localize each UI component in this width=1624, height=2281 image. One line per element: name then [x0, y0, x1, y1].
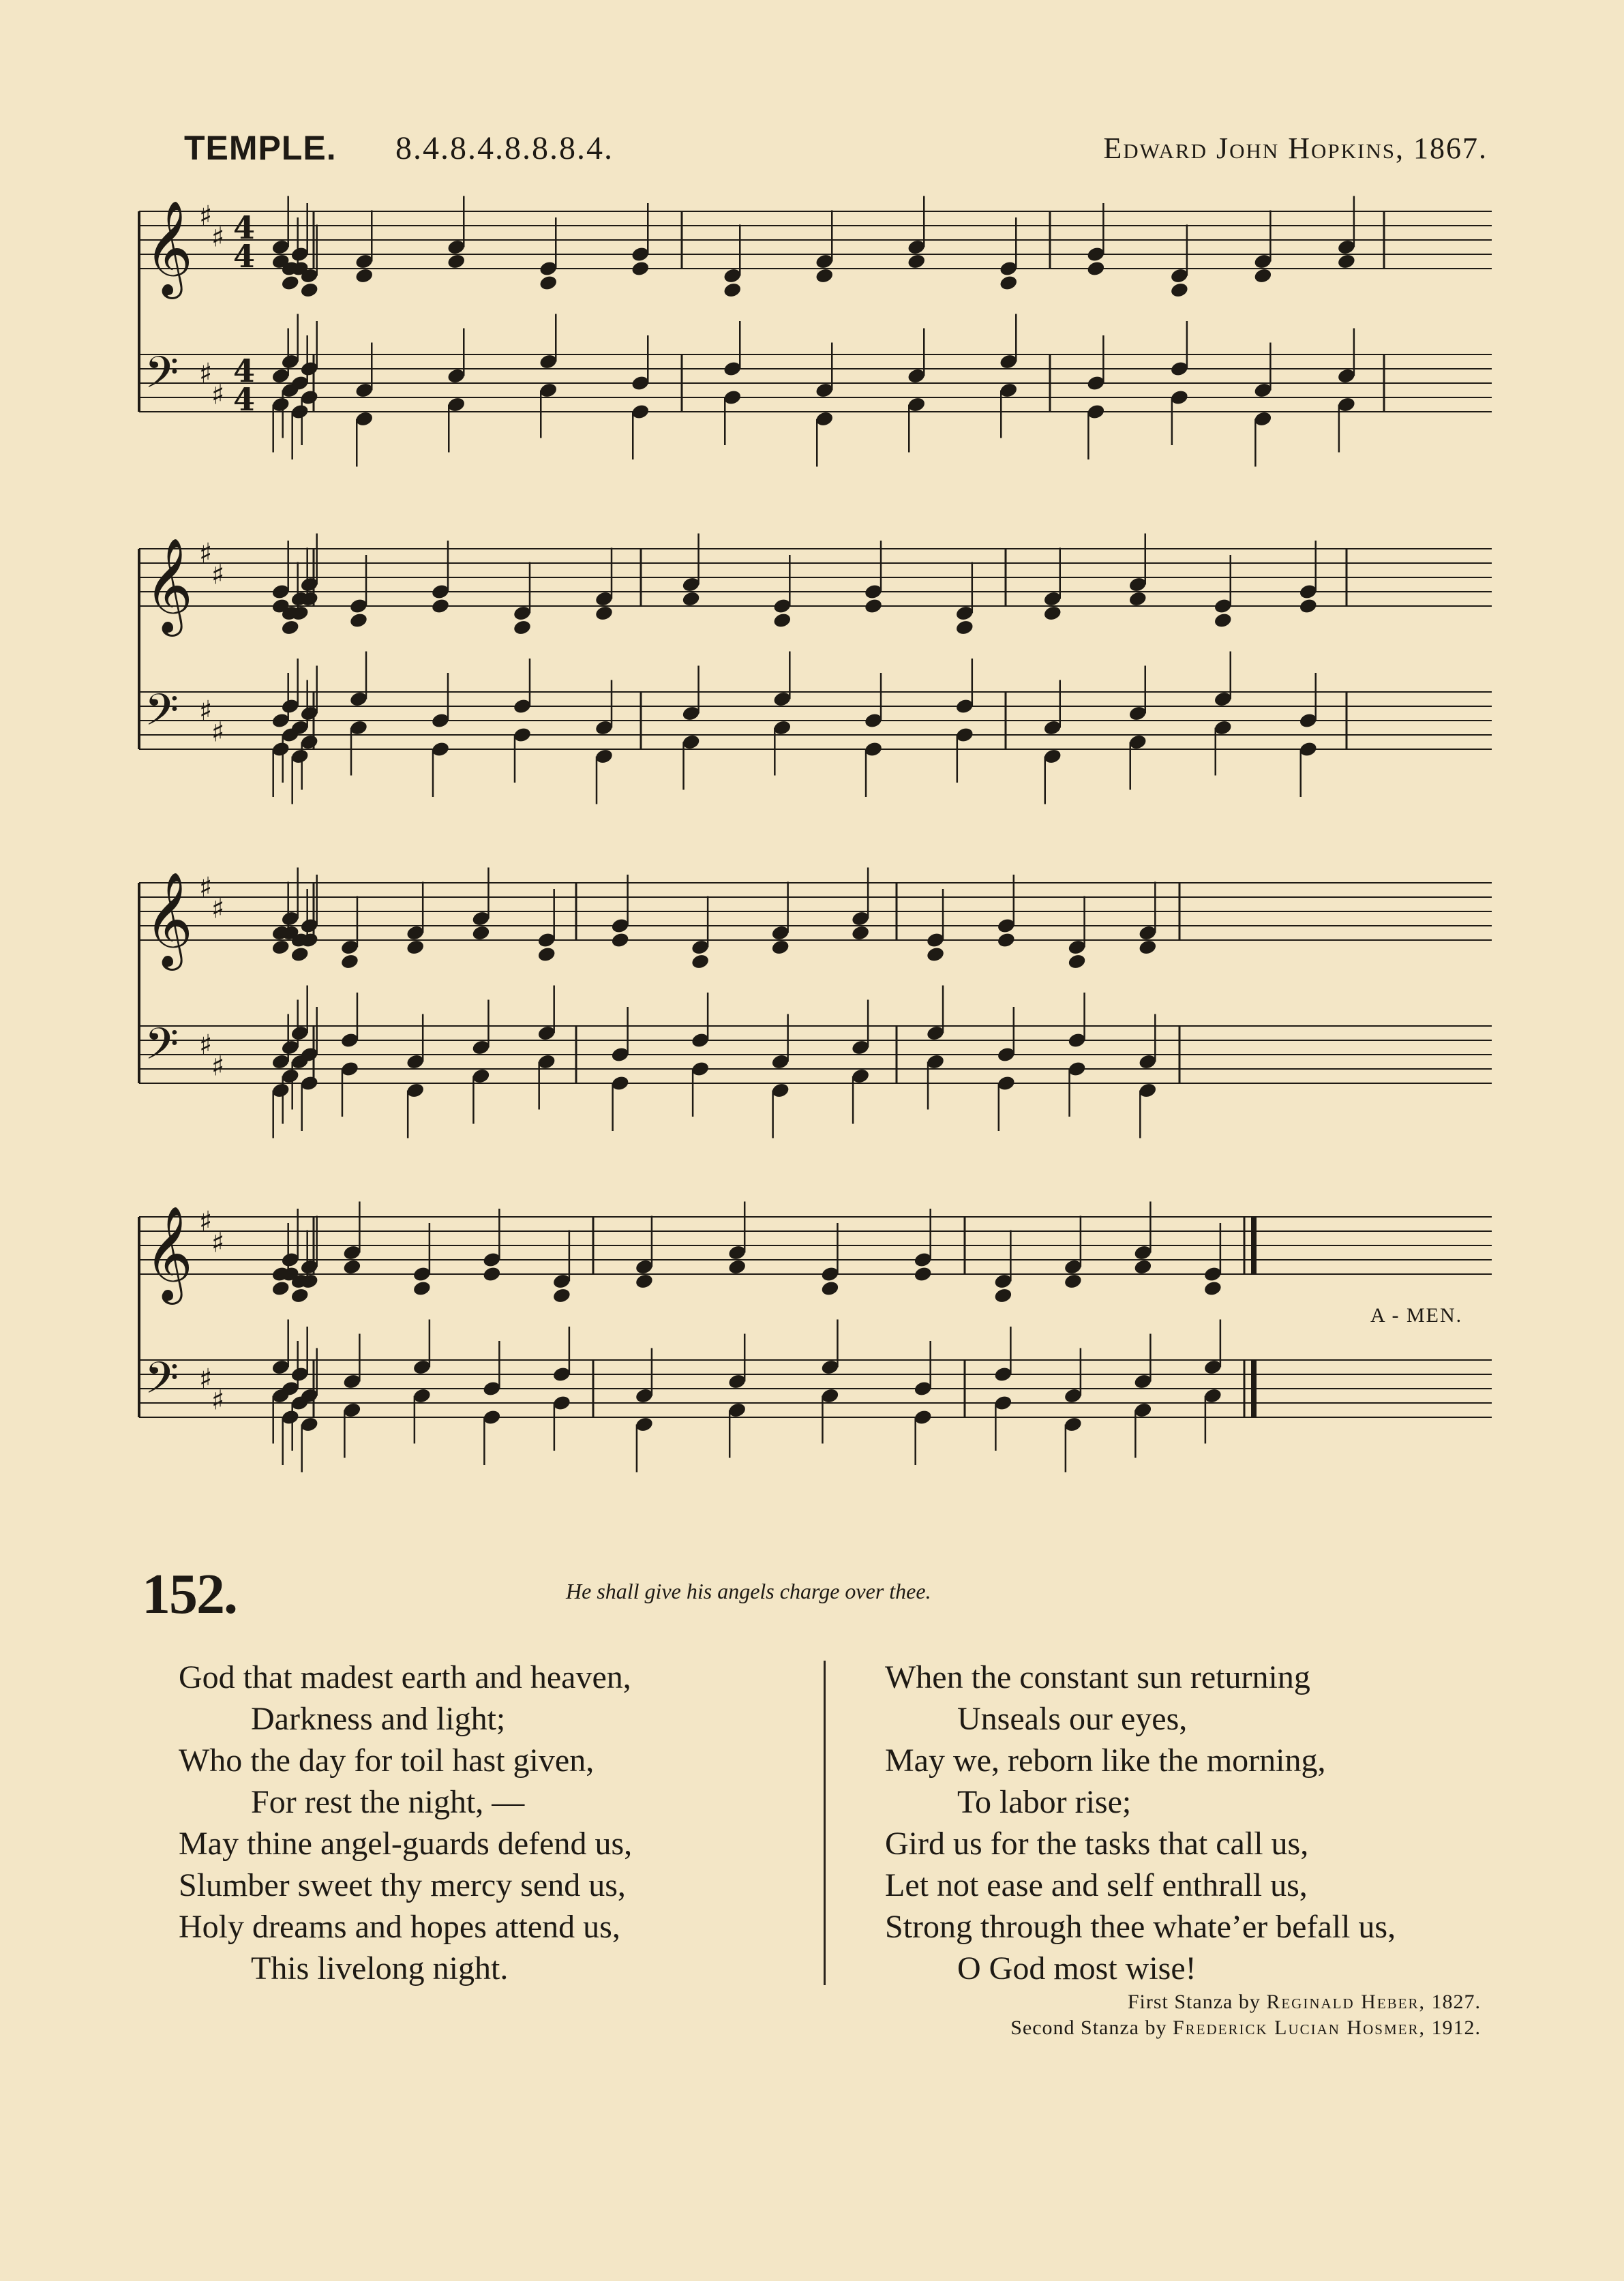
stanza-1-line: Slumber sweet thy mercy send us,	[179, 1867, 626, 1903]
stanza-2	[885, 1657, 1533, 1989]
credit-year: 1912.	[1431, 2016, 1481, 2039]
stanza-2-line: Gird us for the tasks that call us,	[885, 1826, 1309, 1862]
treble-clef-icon: 𝄞	[145, 872, 193, 967]
note-head	[926, 946, 946, 963]
note-head	[1253, 267, 1273, 284]
note-head	[482, 1265, 502, 1282]
note-head	[723, 282, 742, 299]
note-head	[539, 274, 558, 291]
stanza-divider	[824, 1661, 826, 1985]
note-head	[1203, 1280, 1223, 1297]
sharp-icon: ♯	[199, 872, 213, 903]
stanza-1-line: Holy dreams and hopes attend us,	[179, 1909, 620, 1945]
credit-year: 1827.	[1431, 1991, 1481, 2013]
stanza-1-line: Darkness and light;	[251, 1701, 506, 1737]
tune-name: TEMPLE.	[184, 129, 337, 167]
sharp-icon: ♯	[211, 893, 225, 925]
note-head	[552, 1287, 572, 1304]
score-svg	[136, 191, 1493, 1486]
note-head	[691, 953, 710, 970]
sharp-icon: ♯	[211, 222, 225, 254]
bass-clef-icon: 𝄢	[145, 1019, 179, 1081]
note-head	[1086, 260, 1106, 277]
note-head	[770, 939, 790, 956]
credit-author: Frederick Lucian Hosmer,	[1172, 2016, 1426, 2039]
note-head	[913, 1265, 933, 1282]
treble-clef-icon: 𝄞	[145, 1206, 193, 1301]
note-head	[290, 1287, 310, 1304]
stanza-2-line: Unseals our eyes,	[957, 1701, 1188, 1737]
note-head	[431, 597, 451, 614]
note-head	[271, 1280, 290, 1297]
note-head	[412, 1280, 432, 1297]
music-score	[136, 191, 1493, 1486]
note-head	[631, 260, 650, 277]
note-head	[595, 605, 614, 622]
note-head	[996, 931, 1016, 948]
note-head	[1337, 253, 1357, 270]
tune-header	[184, 128, 1488, 176]
tune-meter: 8.4.8.4.8.8.8.4.	[395, 130, 614, 166]
note-head	[406, 939, 425, 956]
sharp-icon: ♯	[211, 716, 225, 749]
note-head	[681, 590, 701, 607]
credit-first-stanza	[1010, 1989, 1481, 2015]
treble-clef-icon: 𝄞	[145, 200, 193, 295]
time-signature-numerator: 4	[233, 352, 256, 389]
note-head	[820, 1280, 840, 1297]
note-head	[1064, 1273, 1083, 1290]
note-head	[851, 924, 871, 941]
sharp-icon: ♯	[199, 1029, 213, 1061]
note-head	[1128, 590, 1147, 607]
sharp-icon: ♯	[211, 379, 225, 411]
bass-clef-icon: 𝄢	[145, 348, 179, 409]
time-signature-denominator: 4	[233, 381, 256, 418]
note-head	[815, 267, 834, 284]
sharp-icon: ♯	[199, 1363, 213, 1395]
text-credits	[1010, 1989, 1481, 2041]
note-head	[537, 946, 556, 963]
note-head	[340, 953, 360, 970]
sharp-icon: ♯	[211, 1051, 225, 1083]
time-signature-numerator: 4	[233, 209, 256, 246]
note-head	[271, 939, 290, 956]
sharp-icon: ♯	[199, 538, 213, 569]
stanza-1-line: Who the day for toil hast given,	[179, 1742, 595, 1779]
sharp-icon: ♯	[211, 559, 225, 591]
note-head	[471, 924, 491, 941]
note-head	[610, 931, 630, 948]
stanza-2-line: Strong through thee whate’er befall us,	[885, 1909, 1396, 1945]
note-head	[1067, 953, 1087, 970]
credit-prefix: Second Stanza by	[1010, 2016, 1167, 2039]
bass-clef-icon: 𝄢	[145, 1353, 179, 1415]
stanza-1-line: This livelong night.	[251, 1950, 509, 1987]
sharp-icon: ♯	[199, 1206, 213, 1237]
stanza-2-line: May we, reborn like the morning,	[885, 1742, 1326, 1779]
credit-author: Reginald Heber,	[1266, 1991, 1426, 2013]
note-head	[954, 619, 974, 636]
bass-clef-icon: 𝄢	[145, 685, 179, 746]
note-head	[342, 1258, 362, 1275]
stanza-2-line: To labor rise;	[957, 1784, 1132, 1820]
stanza-1-line: May thine angel-guards defend us,	[179, 1826, 633, 1862]
hymn-number: 152.	[142, 1562, 237, 1626]
sharp-icon: ♯	[211, 1227, 225, 1259]
time-signature-denominator: 4	[233, 238, 256, 275]
note-head	[513, 619, 532, 636]
note-head	[290, 946, 310, 963]
note-head	[993, 1287, 1013, 1304]
note-head	[1138, 939, 1158, 956]
stanza-1-line: For rest the night, —	[251, 1784, 525, 1820]
stanza-1	[179, 1657, 806, 1989]
note-head	[864, 597, 884, 614]
note-head	[635, 1273, 655, 1290]
note-head	[349, 611, 369, 629]
credit-second-stanza	[1010, 2015, 1481, 2041]
note-head	[447, 253, 466, 270]
note-head	[299, 282, 319, 299]
note-head	[280, 274, 300, 291]
sharp-icon: ♯	[199, 358, 213, 389]
amen-label: A - MEN.	[1370, 1304, 1463, 1327]
note-head	[1133, 1258, 1153, 1275]
sharp-icon: ♯	[199, 200, 213, 232]
sharp-icon: ♯	[211, 1385, 225, 1417]
stanza-1-line: God that madest earth and heaven,	[179, 1659, 631, 1695]
note-head	[907, 253, 927, 270]
stanza-2-line: O God most wise!	[957, 1950, 1197, 1987]
scripture-caption: He shall give his angels charge over thee.	[566, 1579, 931, 1603]
composer-credit: Edward John Hopkins, 1867.	[1103, 132, 1488, 165]
stanza-2-line: When the constant sun returning	[885, 1659, 1310, 1695]
stanza-2-line: Let not ease and self enthrall us,	[885, 1867, 1308, 1903]
credit-prefix: First Stanza by	[1127, 1991, 1261, 2013]
note-head	[999, 274, 1019, 291]
note-head	[1213, 611, 1233, 629]
sharp-icon: ♯	[199, 695, 213, 727]
note-head	[727, 1258, 747, 1275]
note-head	[355, 267, 374, 284]
note-head	[280, 619, 300, 636]
note-head	[1042, 605, 1062, 622]
note-head	[1170, 282, 1190, 299]
note-head	[1298, 597, 1318, 614]
note-head	[772, 611, 792, 629]
treble-clef-icon: 𝄞	[145, 538, 193, 633]
